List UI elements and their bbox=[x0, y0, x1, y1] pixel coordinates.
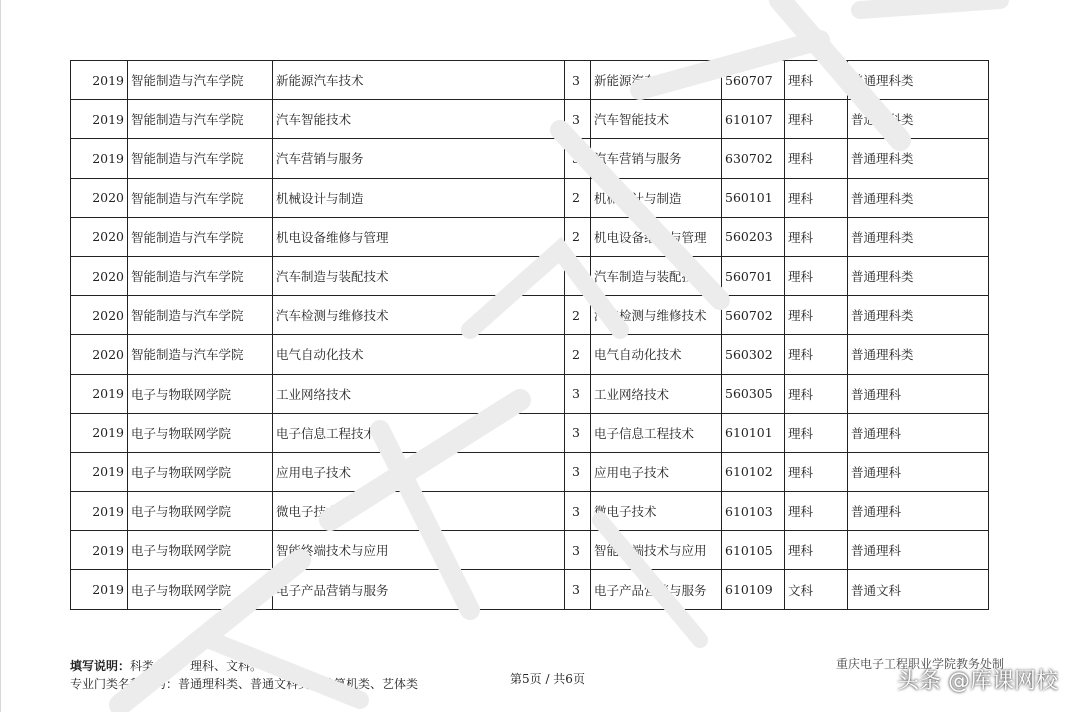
category-cell: 普通理科 bbox=[848, 531, 989, 570]
major-catalog-cell: 汽车营销与服务 bbox=[591, 139, 722, 178]
table-row bbox=[71, 61, 989, 100]
fill-instructions bbox=[70, 657, 418, 693]
major-cell: 电子信息工程技术 bbox=[273, 413, 565, 452]
college-cell: 电子与物联网学院 bbox=[128, 374, 273, 413]
subject-cell: 理科 bbox=[785, 217, 848, 256]
major-code-cell: 560101 bbox=[722, 178, 785, 217]
category-cell: 普通理科类 bbox=[848, 178, 989, 217]
length-cell: 2 bbox=[565, 256, 591, 295]
major-code-cell: 560305 bbox=[722, 374, 785, 413]
category-cell: 普通理科类 bbox=[848, 100, 989, 139]
major-catalog-cell: 汽车检测与维修技术 bbox=[591, 296, 722, 335]
length-cell: 3 bbox=[565, 531, 591, 570]
major-cell: 应用电子技术 bbox=[273, 452, 565, 491]
major-code-cell: 560203 bbox=[722, 217, 785, 256]
subject-cell: 理科 bbox=[785, 452, 848, 491]
subject-cell: 理科 bbox=[785, 296, 848, 335]
major-code-cell: 560702 bbox=[722, 296, 785, 335]
major-cell: 机械设计与制造 bbox=[273, 178, 565, 217]
category-cell: 普通理科类 bbox=[848, 217, 989, 256]
note-line-1 bbox=[70, 657, 418, 675]
category-cell: 普通理科类 bbox=[848, 256, 989, 295]
year-cell: 2019 bbox=[71, 413, 128, 452]
college-cell: 智能制造与汽车学院 bbox=[128, 335, 273, 374]
length-cell: 2 bbox=[565, 217, 591, 256]
year-cell: 2019 bbox=[71, 374, 128, 413]
subject-cell: 理科 bbox=[785, 100, 848, 139]
note-text-1: 科类分为：理科、文科。 bbox=[130, 659, 263, 673]
category-cell: 普通理科 bbox=[848, 413, 989, 452]
category-cell: 普通文科 bbox=[848, 570, 989, 609]
length-cell: 3 bbox=[565, 61, 591, 100]
year-cell: 2019 bbox=[71, 452, 128, 491]
subject-cell: 理科 bbox=[785, 178, 848, 217]
year-cell: 2019 bbox=[71, 570, 128, 609]
major-cell: 工业网络技术 bbox=[273, 374, 565, 413]
length-cell: 3 bbox=[565, 139, 591, 178]
major-code-cell: 630702 bbox=[722, 139, 785, 178]
major-catalog-cell: 汽车智能技术 bbox=[591, 100, 722, 139]
major-catalog-cell: 智能终端技术与应用 bbox=[591, 531, 722, 570]
category-cell: 普通理科类 bbox=[848, 296, 989, 335]
major-code-cell: 560707 bbox=[722, 61, 785, 100]
college-cell: 电子与物联网学院 bbox=[128, 492, 273, 531]
major-cell: 汽车制造与装配技术 bbox=[273, 256, 565, 295]
major-code-cell: 560302 bbox=[722, 335, 785, 374]
major-code-cell: 610109 bbox=[722, 570, 785, 609]
subject-cell: 理科 bbox=[785, 335, 848, 374]
length-cell: 2 bbox=[565, 296, 591, 335]
major-code-cell: 610105 bbox=[722, 531, 785, 570]
subject-cell: 理科 bbox=[785, 139, 848, 178]
college-cell: 智能制造与汽车学院 bbox=[128, 256, 273, 295]
college-cell: 智能制造与汽车学院 bbox=[128, 100, 273, 139]
length-cell: 3 bbox=[565, 452, 591, 491]
major-code-cell: 610107 bbox=[722, 100, 785, 139]
category-cell: 普通理科类 bbox=[848, 335, 989, 374]
length-cell: 3 bbox=[565, 492, 591, 531]
major-cell: 汽车智能技术 bbox=[273, 100, 565, 139]
table-row bbox=[71, 296, 989, 335]
page-indicator: 第5页 / 共6页 bbox=[510, 672, 585, 686]
length-cell: 3 bbox=[565, 570, 591, 609]
category-cell: 普通理科 bbox=[848, 374, 989, 413]
major-catalog-cell: 新能源汽车技术 bbox=[591, 61, 722, 100]
table-row bbox=[71, 374, 989, 413]
major-cell: 电子产品营销与服务 bbox=[273, 570, 565, 609]
major-cell: 新能源汽车技术 bbox=[273, 61, 565, 100]
table-row bbox=[71, 531, 989, 570]
college-cell: 电子与物联网学院 bbox=[128, 570, 273, 609]
major-catalog-cell: 电子信息工程技术 bbox=[591, 413, 722, 452]
year-cell: 2020 bbox=[71, 335, 128, 374]
college-cell: 电子与物联网学院 bbox=[128, 413, 273, 452]
table-body bbox=[71, 61, 989, 610]
note-label: 填写说明： bbox=[70, 659, 131, 673]
subject-cell: 理科 bbox=[785, 413, 848, 452]
length-cell: 3 bbox=[565, 374, 591, 413]
length-cell: 2 bbox=[565, 335, 591, 374]
data-table bbox=[70, 60, 989, 610]
watermark-credit: 头条 @库课网校 bbox=[897, 669, 1058, 694]
table-row bbox=[71, 492, 989, 531]
issuer-text: 重庆电子工程职业学院教务处制 bbox=[836, 657, 1005, 671]
category-cell: 普通理科类 bbox=[848, 139, 989, 178]
major-cell: 微电子技术 bbox=[273, 492, 565, 531]
major-cell: 电气自动化技术 bbox=[273, 335, 565, 374]
major-catalog-cell: 电子产品营销与服务 bbox=[591, 570, 722, 609]
year-cell: 2019 bbox=[71, 531, 128, 570]
category-cell: 普通理科类 bbox=[848, 61, 989, 100]
major-cell: 智能终端技术与应用 bbox=[273, 531, 565, 570]
college-cell: 电子与物联网学院 bbox=[128, 531, 273, 570]
subject-cell: 文科 bbox=[785, 570, 848, 609]
subject-cell: 理科 bbox=[785, 531, 848, 570]
college-cell: 智能制造与汽车学院 bbox=[128, 139, 273, 178]
table-row bbox=[71, 452, 989, 491]
major-catalog-cell: 应用电子技术 bbox=[591, 452, 722, 491]
major-cell: 汽车营销与服务 bbox=[273, 139, 565, 178]
major-cell: 机电设备维修与管理 bbox=[273, 217, 565, 256]
major-code-cell: 610101 bbox=[722, 413, 785, 452]
page-edge bbox=[0, 0, 1, 712]
major-catalog-cell: 工业网络技术 bbox=[591, 374, 722, 413]
length-cell: 3 bbox=[565, 100, 591, 139]
note-line-2: 专业门类名称分为：普通理科类、普通文科类、计算机类、艺体类 bbox=[70, 677, 419, 691]
major-catalog-cell: 电气自动化技术 bbox=[591, 335, 722, 374]
year-cell: 2020 bbox=[71, 217, 128, 256]
table-row bbox=[71, 335, 989, 374]
subject-cell: 理科 bbox=[785, 374, 848, 413]
table-row bbox=[71, 178, 989, 217]
table-row bbox=[71, 100, 989, 139]
table-row bbox=[71, 413, 989, 452]
table-row bbox=[71, 139, 989, 178]
year-cell: 2019 bbox=[71, 100, 128, 139]
year-cell: 2019 bbox=[71, 139, 128, 178]
college-cell: 电子与物联网学院 bbox=[128, 452, 273, 491]
year-cell: 2019 bbox=[71, 61, 128, 100]
major-catalog-cell: 机械设计与制造 bbox=[591, 178, 722, 217]
year-cell: 2020 bbox=[71, 256, 128, 295]
major-catalog-cell: 微电子技术 bbox=[591, 492, 722, 531]
table-row bbox=[71, 217, 989, 256]
major-code-cell: 610102 bbox=[722, 452, 785, 491]
college-cell: 智能制造与汽车学院 bbox=[128, 296, 273, 335]
major-catalog-cell: 汽车制造与装配技术 bbox=[591, 256, 722, 295]
major-catalog-cell: 机电设备维修与管理 bbox=[591, 217, 722, 256]
table-row bbox=[71, 256, 989, 295]
year-cell: 2019 bbox=[71, 492, 128, 531]
subject-cell: 理科 bbox=[785, 61, 848, 100]
college-cell: 智能制造与汽车学院 bbox=[128, 178, 273, 217]
category-cell: 普通理科 bbox=[848, 452, 989, 491]
major-cell: 汽车检测与维修技术 bbox=[273, 296, 565, 335]
subject-cell: 理科 bbox=[785, 256, 848, 295]
college-cell: 智能制造与汽车学院 bbox=[128, 217, 273, 256]
year-cell: 2020 bbox=[71, 296, 128, 335]
subject-cell: 理科 bbox=[785, 492, 848, 531]
major-code-cell: 560701 bbox=[722, 256, 785, 295]
year-cell: 2020 bbox=[71, 178, 128, 217]
major-code-cell: 610103 bbox=[722, 492, 785, 531]
length-cell: 3 bbox=[565, 413, 591, 452]
category-cell: 普通理科 bbox=[848, 492, 989, 531]
college-cell: 智能制造与汽车学院 bbox=[128, 61, 273, 100]
table-row bbox=[71, 570, 989, 609]
length-cell: 2 bbox=[565, 178, 591, 217]
